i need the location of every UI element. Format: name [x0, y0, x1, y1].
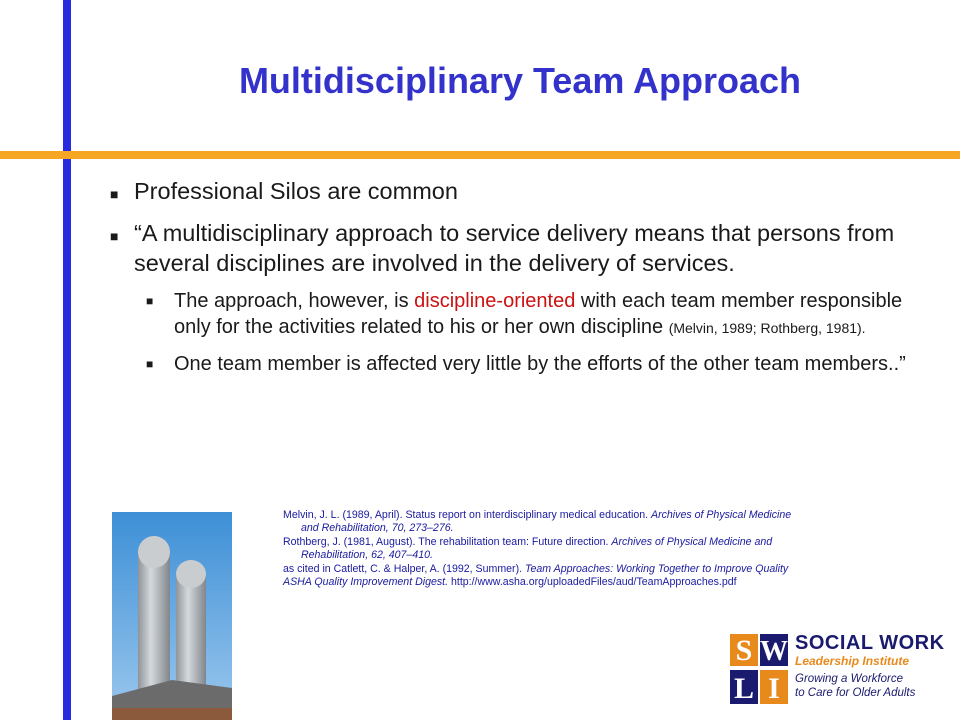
logo-line-3: Growing a Workforce — [795, 673, 904, 685]
sub-bullet-text: One team member is affected very little by the efforts of the other team members..” — [174, 353, 906, 375]
swli-logo-text — [795, 632, 955, 700]
reference-url[interactable]: http://www.asha.org/uploadedFiles/aud/TeamApproaches.pdf — [448, 576, 737, 589]
reference-asha: ASHA Quality Improvement Digest. http://www.asha.org/uploadedFiles/aud/TeamApproaches.pdf — [283, 576, 737, 589]
bullet-item — [104, 218, 940, 278]
logo-line-2: Leadership Institute — [795, 654, 910, 668]
silo-photo — [112, 512, 232, 720]
sub-bullet-text: with each team member responsible only for the activities related to his or her own discipline — [174, 290, 903, 338]
orange-divider — [0, 151, 960, 159]
reference-rothberg: Rothberg, J. (1981, August). The rehabilitation team: Future direction. Archives of Physical Medicine and Rehabilitation, 62, 407–410. — [283, 535, 773, 562]
svg-text:L: L — [733, 672, 755, 705]
bullet-item — [104, 176, 940, 206]
sub-bullet-item — [104, 288, 940, 341]
svg-text:S: S — [735, 634, 753, 667]
square-bullet-icon: ■ — [110, 228, 119, 244]
square-bullet-icon: ■ — [146, 357, 154, 371]
reference-melvin: Melvin, J. L. (1989, April). Status report on interdisciplinary medical education. Archives of Physical Medicine and Rehabilitation, 70, 273–276. — [283, 509, 792, 535]
logo-line-4: to Care for Older Adults — [795, 687, 916, 699]
highlighted-term: discipline-oriented — [414, 290, 576, 312]
inline-citation: (Melvin, 1989; Rothberg, 1981). — [668, 320, 866, 336]
logo-line-1: SOCIAL WORK — [795, 632, 945, 654]
bullet-text: Professional Silos are common — [134, 178, 458, 204]
square-bullet-icon: ■ — [146, 294, 154, 308]
references — [283, 509, 933, 589]
slide-title: Multidisciplinary Team Approach — [238, 60, 802, 101]
bullet-list — [104, 170, 940, 377]
sub-bullet-text: The approach, however, is — [174, 290, 415, 312]
svg-text:I: I — [768, 672, 780, 705]
svg-text:W: W — [760, 636, 788, 667]
reference-catlett: as cited in Catlett, C. & Halper, A. (1992, Summer). Team Approaches: Working Together to Improve Quality — [283, 562, 789, 575]
left-vertical-bar — [63, 0, 71, 720]
square-bullet-icon: ■ — [110, 186, 119, 202]
bullet-text: “A multidisciplinary approach to service delivery means that persons from several disciplines are involved in the delivery of services. — [134, 220, 895, 276]
sub-bullet-item — [104, 351, 940, 377]
